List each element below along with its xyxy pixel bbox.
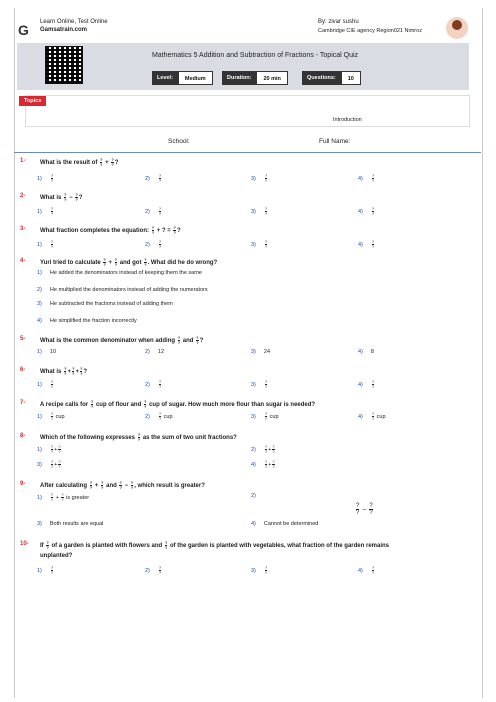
question-text-pre: What is [40, 369, 62, 376]
option-label: 2) [251, 493, 256, 499]
question-number: 6- [20, 367, 26, 373]
fraction: $\frac{?}{?}$ [71, 366, 75, 376]
fraction: $\frac{?}{?}$ [64, 366, 67, 376]
option-unit: cup [376, 413, 386, 420]
option-label: 4) [251, 461, 256, 468]
option-text: He multiplied the denominators instead of adding the numerators [49, 287, 208, 293]
option-label: 3) [251, 567, 256, 574]
fraction: $\frac{?}{?}$ [264, 459, 268, 469]
fraction: $\frac{?}{?}$ [100, 157, 103, 167]
option-4[interactable] [37, 318, 137, 324]
fraction: $\frac{?}{?}$ [371, 411, 375, 421]
option-label: 1) [37, 208, 42, 215]
option-label: 3) [251, 241, 256, 248]
option-label: 2) [37, 287, 42, 293]
fraction: $\frac{?}{?}$ [89, 480, 93, 490]
option-3[interactable] [37, 301, 173, 307]
question-number: 4- [20, 258, 26, 264]
question-text-post: cup of sugar. How much more flour than sugar is needed? [149, 402, 316, 409]
fraction: $\frac{?}{?}$ [50, 239, 54, 249]
fraction: $\frac{?}{?}$ [111, 157, 114, 167]
fraction: $\frac{?}{?}$ [371, 206, 375, 216]
option-text: is greater [66, 494, 90, 501]
option-3[interactable] [251, 349, 270, 355]
option-label: 1) [37, 270, 42, 276]
fraction: $\frac{?}{?}$ [264, 206, 268, 216]
option-label: 3) [37, 461, 42, 468]
fraction: $\frac{?}{?}$ [158, 411, 162, 421]
option-label: 3) [251, 175, 256, 182]
question-text [40, 400, 315, 409]
question-text-pre: Which of the following expresses [40, 435, 136, 442]
option-4[interactable] [358, 349, 374, 355]
questions-meta [302, 71, 361, 85]
brand-site[interactable]: Gamsatrain.com [40, 27, 88, 33]
option-1[interactable] [37, 566, 54, 575]
fraction: $\frac{?}{?}$ [264, 565, 268, 575]
fraction: $\frac{?}{?}$ [158, 565, 162, 575]
option-text: He simplified the fraction incorrectly [49, 318, 137, 324]
option-label: 4) [358, 381, 363, 388]
fraction: $\frac{?}{?}$ [100, 480, 104, 490]
option-label: 1) [37, 241, 42, 248]
option-label: 2) [145, 567, 150, 574]
question-text-pre: A recipe calls for [40, 402, 89, 409]
option-2[interactable] [251, 493, 264, 499]
question-text: After calculating $\frac{?}{?}$ + $\frac{?}{?}$ and $\frac{?}{?}$ − $\frac{?}{?}$ , which result is greater? [40, 480, 205, 490]
option-unit: cup [269, 413, 279, 420]
qr-code-icon [45, 46, 83, 84]
option-1[interactable] [37, 349, 56, 355]
option-text: 10 [49, 349, 57, 355]
question-text-post: ? [78, 195, 83, 202]
option-label: 3) [37, 521, 42, 527]
question-text: What is the result of $\frac{?}{?}$ + $\frac{?}{?}$ ? [40, 157, 119, 167]
option-label: 4) [358, 241, 363, 248]
option-text: 12 [157, 349, 165, 355]
fraction: $\frac{?}{?}$ [264, 239, 268, 249]
option-1[interactable] [37, 240, 54, 249]
fraction: $\frac{?}{?}$ [137, 432, 141, 442]
level-meta [152, 71, 213, 85]
option-4[interactable] [251, 521, 318, 527]
fraction: $\frac{?}{?}$ [144, 257, 147, 267]
fraction: $\frac{?}{?}$ [50, 565, 54, 575]
school-field-label: School: [168, 138, 190, 145]
option-2[interactable]: 2) $\frac{?}{?}$ + $\frac{?}{?}$ [251, 444, 275, 454]
option-label: 3) [251, 349, 256, 355]
question-number: 9- [20, 481, 26, 487]
option-text: 8 [370, 349, 374, 355]
fraction: $\frac{?}{?}$ [196, 335, 199, 345]
fraction: $\frac{?}{?}$ [114, 257, 118, 267]
fraction: $\frac{?}{?}$ [356, 503, 360, 516]
option-3[interactable] [251, 566, 268, 575]
option-2[interactable] [145, 174, 162, 183]
option-unit: cup [163, 413, 173, 420]
option-2[interactable] [145, 412, 173, 421]
question-number: 3- [20, 226, 26, 232]
fraction: $\frac{?}{?}$ [50, 173, 54, 183]
option-2-expression: $\frac{?}{?}$ − $\frac{?}{?}$ [356, 503, 373, 516]
option-4[interactable] [358, 566, 375, 575]
option-label: 1) [37, 446, 42, 453]
question-text-mid: cup of flour and [95, 402, 142, 409]
fraction: $\frac{?}{?}$ [177, 335, 181, 345]
question-text-pre: What is the common denominator when adding [40, 338, 176, 345]
option-label: 4) [358, 567, 363, 574]
option-3[interactable] [251, 240, 268, 249]
fraction: $\frac{?}{?}$ [50, 492, 54, 502]
quiz-title: Mathematics 5 Addition and Subtraction of Fractions - Topical Quiz [151, 52, 359, 59]
option-label: 1) [37, 494, 42, 501]
fraction: $\frac{?}{?}$ [50, 206, 54, 216]
question-text-pre: After calculating [40, 483, 88, 490]
option-label: 2) [145, 241, 150, 248]
question-text-post: , which result is greater? [134, 483, 205, 490]
fraction: $\frac{?}{?}$ [272, 444, 275, 454]
option-3[interactable] [251, 412, 279, 421]
option-1[interactable]: 1) $\frac{?}{?}$ + $\frac{?}{?}$ is greater [37, 492, 90, 502]
fraction: $\frac{?}{?}$ [371, 173, 375, 183]
question-text: What is $\frac{?}{?}$ + $\frac{?}{?}$ + $\frac{?}{?}$ ? [40, 366, 88, 376]
option-2[interactable] [145, 566, 162, 575]
fraction: $\frac{?}{?}$ [272, 459, 275, 469]
option-2[interactable] [145, 380, 162, 389]
option-label: 4) [358, 349, 363, 355]
option-text: He subtracted the fractions instead of adding them [49, 301, 173, 307]
option-label: 4) [37, 318, 42, 324]
option-1[interactable] [37, 207, 54, 216]
question-text-mid: of a garden is planted with flowers and [51, 543, 163, 550]
fraction: $\frac{?}{?}$ [151, 225, 155, 235]
level-label: Level: [152, 71, 178, 85]
fraction: $\frac{?}{?}$ [103, 257, 106, 267]
fraction: $\frac{?}{?}$ [264, 411, 268, 421]
option-2[interactable] [145, 207, 162, 216]
option-label: 3) [251, 381, 256, 388]
question-text-post: ? [114, 160, 119, 167]
fraction: $\frac{?}{?}$ [371, 379, 375, 389]
option-label: 1) [37, 567, 42, 574]
option-3[interactable] [37, 521, 103, 527]
fraction: $\frac{?}{?}$ [158, 173, 162, 183]
question-text: What is the common denominator when adding $\frac{?}{?}$ and $\frac{?}{?}$ ? [40, 335, 204, 345]
level-value: Medium [178, 71, 213, 85]
option-3[interactable]: 3) $\frac{?}{?}$ + $\frac{?}{?}$ [37, 459, 61, 469]
option-label: 2) [145, 349, 150, 355]
question-text-post: ? [83, 369, 88, 376]
option-label: 2) [145, 381, 150, 388]
question-number: 5- [20, 336, 26, 342]
option-label: 4) [251, 521, 256, 527]
option-label: 4) [358, 208, 363, 215]
fraction: $\frac{?}{?}$ [50, 379, 54, 389]
duration-value: 20 min [256, 71, 287, 85]
question-text-post: as the sum of two unit fractions? [142, 435, 237, 442]
option-label: 1) [37, 413, 42, 420]
option-4[interactable] [358, 412, 386, 421]
fraction: $\frac{?}{?}$ [130, 480, 134, 490]
divider [14, 152, 481, 153]
question-text-line2: unplanted? [40, 553, 73, 559]
duration-meta [222, 71, 288, 85]
gamsatrain-logo-icon: G [18, 22, 29, 38]
fraction: $\frac{?}{?}$ [369, 503, 373, 516]
fraction: $\frac{?}{?}$ [119, 480, 122, 490]
question-text: What fraction completes the equation: $\frac{?}{?}$ + ? = $\frac{?}{?}$ ? [40, 225, 181, 235]
option-1[interactable] [37, 174, 54, 183]
option-1[interactable] [37, 270, 202, 276]
option-text: Both results are equal [49, 521, 104, 527]
option-4[interactable] [358, 380, 375, 389]
question-text: What is $\frac{?}{?}$ − $\frac{?}{?}$ ? [40, 192, 83, 202]
fraction: $\frac{?}{?}$ [371, 565, 375, 575]
option-text: Cannot be determined [263, 521, 319, 527]
option-label: 3) [37, 301, 42, 307]
fraction: $\frac{?}{?}$ [58, 459, 61, 469]
option-1[interactable]: 1) $\frac{?}{?}$ + $\frac{?}{?}$ [37, 444, 61, 454]
topics-tab[interactable]: Topics [19, 96, 46, 106]
option-label: 2) [145, 208, 150, 215]
option-4[interactable]: 4) $\frac{?}{?}$ + $\frac{?}{?}$ [251, 459, 275, 469]
fraction: $\frac{?}{?}$ [371, 239, 375, 249]
option-label: 4) [358, 175, 363, 182]
option-1[interactable] [37, 412, 65, 421]
fraction: $\frac{?}{?}$ [50, 459, 54, 469]
option-3[interactable] [251, 380, 268, 389]
option-label: 1) [37, 381, 42, 388]
question-text-post: ? [176, 228, 181, 235]
topic-introduction[interactable]: Introduction [333, 117, 362, 123]
question-text [40, 541, 389, 550]
fraction: $\frac{?}{?}$ [61, 492, 64, 502]
option-label: 1) [37, 175, 42, 182]
question-text-pre: What fraction completes the equation: [40, 228, 150, 235]
full-name-field-label: Full Name: [319, 138, 351, 145]
fraction: $\frac{?}{?}$ [90, 399, 94, 409]
fraction: $\frac{?}{?}$ [158, 206, 162, 216]
option-3[interactable] [251, 207, 268, 216]
question-number: 8- [20, 433, 26, 439]
option-3[interactable] [251, 174, 268, 183]
question-number: 1- [20, 158, 26, 164]
option-text: 24 [263, 349, 271, 355]
fraction: $\frac{?}{?}$ [158, 239, 162, 249]
question-text-post: of the garden is planted with vegetables, what fraction of the garden remains [169, 543, 389, 550]
question-text: Yuri tried to calculate $\frac{?}{?}$ + $\frac{?}{?}$ and got $\frac{?}{?}$ . What did he do wrong? [40, 257, 218, 267]
questions-label: Questions: [302, 71, 341, 85]
fraction: $\frac{?}{?}$ [75, 192, 78, 202]
fraction: $\frac{?}{?}$ [58, 444, 61, 454]
fraction: $\frac{?}{?}$ [64, 192, 67, 202]
duration-label: Duration: [222, 71, 256, 85]
fraction: $\frac{?}{?}$ [79, 366, 83, 376]
fraction: $\frac{?}{?}$ [50, 411, 54, 421]
option-label: 2) [145, 175, 150, 182]
fraction: $\frac{?}{?}$ [264, 444, 268, 454]
option-label: 1) [37, 349, 42, 355]
agency-label: Cambridge CIE agency Region021 Nimroz [318, 28, 422, 34]
option-text: He added the denominators instead of keeping them the same [49, 270, 202, 276]
option-label: 4) [358, 413, 363, 420]
fraction: $\frac{?}{?}$ [143, 399, 147, 409]
fraction: $\frac{?}{?}$ [173, 225, 176, 235]
brand-tagline: Learn Online, Test Online [40, 19, 108, 25]
option-unit: cup [55, 413, 65, 420]
question-text-pre: What is [40, 195, 62, 202]
question-text-post: . What did he do wrong? [147, 260, 218, 267]
fraction: $\frac{?}{?}$ [158, 379, 162, 389]
question-text-pre: If [40, 543, 44, 550]
option-label: 2) [251, 446, 256, 453]
question-number: 7- [20, 400, 26, 406]
fraction: $\frac{?}{?}$ [264, 173, 268, 183]
question-text-pre: What is the result of [40, 160, 98, 167]
fraction: $\frac{?}{?}$ [164, 540, 168, 550]
option-label: 3) [251, 413, 256, 420]
option-4[interactable] [358, 240, 375, 249]
option-label: 3) [251, 208, 256, 215]
question-text [40, 433, 237, 442]
option-1[interactable] [37, 380, 54, 389]
avatar [446, 17, 468, 39]
fraction: $\frac{?}{?}$ [264, 379, 268, 389]
author-byline: By: zivar sushu [318, 19, 359, 25]
question-number: 10- [20, 541, 29, 547]
option-4[interactable] [358, 207, 375, 216]
option-label: 2) [145, 413, 150, 420]
fraction: $\frac{?}{?}$ [50, 444, 54, 454]
questions-value: 10 [341, 71, 361, 85]
fraction: $\frac{?}{?}$ [46, 540, 49, 550]
topics-box [25, 95, 470, 127]
question-number: 2- [20, 193, 26, 199]
option-2[interactable] [145, 349, 164, 355]
option-2[interactable] [37, 287, 208, 293]
question-text-post: ? [199, 338, 204, 345]
question-text-pre: Yuri tried to calculate [40, 260, 101, 267]
option-4[interactable] [358, 174, 375, 183]
option-2[interactable] [145, 240, 162, 249]
